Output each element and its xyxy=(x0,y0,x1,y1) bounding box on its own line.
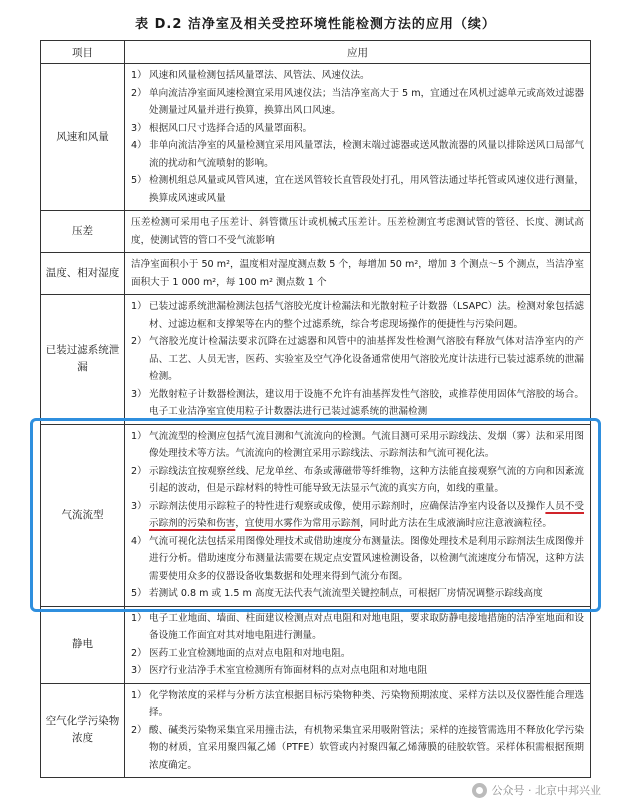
item-number: 1） xyxy=(131,70,147,81)
table-row xyxy=(41,295,591,425)
item-number: 5） xyxy=(131,175,147,186)
table-row xyxy=(41,253,591,295)
list-item xyxy=(131,610,584,645)
row-content xyxy=(125,606,591,683)
row-category: 压差 xyxy=(41,211,125,253)
row-text: 洁净室面积小于 50 m²，温度相对湿度测点数 5 个，每增加 50 m²，增加 3 个测点～5 个测点，当洁净室面积大于 1 000 m²，每 100 m² 测点数 1 个 xyxy=(131,259,584,288)
row-content xyxy=(125,424,591,606)
list-item xyxy=(131,498,584,533)
item-number: 3） xyxy=(131,500,147,512)
item-text: 电子工业地面、墙面、柱面建议检测点对点电阻和对地电阻，要求取防静电接地措施的洁净室地面和设备设施工作面宜对其对地电阻进行测量。 xyxy=(149,612,584,641)
underlined-text: 人员不受示踪剂的污染和伤害 xyxy=(149,500,585,529)
wechat-icon xyxy=(472,783,487,798)
table-row xyxy=(41,64,591,211)
item-text xyxy=(149,498,584,533)
row-category: 已装过滤系统泄漏 xyxy=(41,295,125,425)
item-text: 检测机组总风量或风管风速，宜在送风管较长直管段处打孔，用风管法通过毕托管或风速仪进行测量，换算成风速或风量 xyxy=(149,175,584,204)
row-content xyxy=(125,64,591,211)
row-content xyxy=(125,683,591,778)
table-header-row xyxy=(41,41,591,64)
list-item xyxy=(131,386,584,421)
item-text: 化学物浓度的采样与分析方法宜根据目标污染物种类、污染物预期浓度、采样方法以及仪器性能合理选择。 xyxy=(149,689,584,718)
item-number: 3） xyxy=(131,665,147,676)
list-item xyxy=(131,463,584,498)
underlined-text: 宜使用水雾作为常用示踪剂 xyxy=(244,518,361,529)
item-number: 4） xyxy=(131,140,147,151)
item-text: 光散射粒子计数器检测法，建议用于设施不允许有油基挥发性气溶胶，或推荐使用固体气溶胶的场合。电子工业洁净室宜使用粒子计数器法进行已装过滤系统的泄漏检测 xyxy=(149,388,584,417)
item-number: 2） xyxy=(131,87,147,99)
list-item xyxy=(131,645,584,663)
item-number: 3） xyxy=(131,388,147,400)
list-item xyxy=(131,662,584,680)
list-item xyxy=(131,67,584,85)
row-category: 气流流型 xyxy=(41,424,125,606)
item-text: 风速和风量检测包括风量罩法、风管法、风速仪法。 xyxy=(149,70,370,81)
item-text: 医药工业宜检测地面的点对点电阻和对地电阻。 xyxy=(149,647,351,659)
item-text: 非单向流洁净室的风量检测宜采用风量罩法，检测末端过滤器或送风散流器的风量以排除送风口局部气流的扰动和气流喷射的影响。 xyxy=(149,140,584,169)
text-segment: ， xyxy=(235,518,245,529)
list-item xyxy=(131,172,584,207)
list-item xyxy=(131,298,584,333)
row-content xyxy=(125,295,591,425)
row-category: 风速和风量 xyxy=(41,64,125,211)
header-application: 应用 xyxy=(125,41,591,64)
item-text: 医疗行业洁净手术室宜检测所有饰面材料的点对点电阻和对地电阻 xyxy=(149,665,428,676)
item-number: 5） xyxy=(131,588,147,599)
item-number: 1） xyxy=(131,612,147,624)
list-item xyxy=(131,585,584,603)
table-row xyxy=(41,683,591,778)
list-item xyxy=(131,722,584,775)
item-number: 2） xyxy=(131,647,147,659)
table-row-highlighted xyxy=(41,424,591,606)
row-category: 温度、相对湿度 xyxy=(41,253,125,295)
item-text: 气流流型的检测应包括气流目测和气流流向的检测。气流目测可采用示踪线法、发烟（雾）法和采用图像处理技术等方法。气流流向的检测宜采用示踪线法、示踪剂法和气流可视化法。 xyxy=(149,430,584,459)
item-number: 2） xyxy=(131,465,147,477)
row-text: 压差检测可采用电子压差计、斜管微压计或机械式压差计。压差检测宜考虑测试管的管径、长度、测试高度，使测试管的管口不受气流影响 xyxy=(131,217,584,246)
item-number: 2） xyxy=(131,336,147,347)
item-text: 若测试 0.8 m 或 1.5 m 高度无法代表气流流型关键控制点，可根据厂房情况调整示踪线高度 xyxy=(149,588,543,599)
row-content xyxy=(125,211,591,253)
list-item xyxy=(131,120,584,138)
row-category: 空气化学污染物浓度 xyxy=(41,683,125,778)
item-number: 3） xyxy=(131,122,147,134)
table-title: 表 D.2 洁净室及相关受控环境性能检测方法的应用（续） xyxy=(135,17,496,32)
text-segment: 示踪剂法使用示踪粒子的特性进行观察或成像，使用示踪剂时，应确保洁净室内设备以及操作 xyxy=(149,500,546,512)
watermark xyxy=(472,782,602,798)
item-text: 示踪线法宜按观察丝线、尼龙单丝、布条或薄磁带等纤维物，这种方法能直接观察气流的方向和因紊流引起的波动，但是示踪材料的特性可能导致无法显示气流的真实方向，如线的重量。 xyxy=(149,465,584,494)
row-category: 静电 xyxy=(41,606,125,683)
list-item xyxy=(131,687,584,722)
row-content xyxy=(125,253,591,295)
item-text: 根据风口尺寸选择合适的风量罩面积。 xyxy=(149,122,313,134)
item-number: 2） xyxy=(131,724,147,736)
item-text: 单向流洁净室面风速检测宜采用风速仪法；当洁净室高大于 5 m，宜通过在风机过滤单元或高效过滤器处测量过风量并进行换算，换算出风口风速。 xyxy=(149,87,584,116)
item-text: 气流可视化法包括采用图像处理技术或借助速度分布测量法。图像处理技术是利用示踪剂法生成图像并进行分析。借助速度分布测量法需要在规定点安置风速检测设备，以检测气流速度分布情况，这种方法需要使用众多的仪器设备收集数据和处理来得到气流分布图。 xyxy=(149,535,584,582)
list-item xyxy=(131,333,584,386)
item-number: 4） xyxy=(131,535,147,547)
item-text: 气溶胶光度计检漏法要求沉降在过滤器和风管中的油基挥发性检测气溶胶有释放气体对洁净室内的产品、工艺、人员无害，医药、实验室及空气净化设备通常使用气溶胶光度计法进行已装过滤系统的泄漏检测。 xyxy=(149,336,584,382)
item-number: 1） xyxy=(131,430,147,442)
list-item xyxy=(131,533,584,586)
watermark-text: 公众号 · 北京中邦兴业 xyxy=(491,784,601,797)
list-item xyxy=(131,428,584,463)
item-text: 已装过滤系统泄漏检测法包括气溶胶光度计检漏法和光散射粒子计数器（LSAPC）法。检测对象包括滤材、过滤边框和支撑架等在内的整个过滤系统，综合考虑现场操作的便捷性与污染问题。 xyxy=(149,301,584,330)
list-item xyxy=(131,137,584,172)
table-row xyxy=(41,606,591,683)
list-item xyxy=(131,85,584,120)
item-number: 1） xyxy=(131,689,147,701)
text-segment: ，同时此方法在生成液滴时应注意液滴粒径。 xyxy=(360,518,552,529)
item-number: 1） xyxy=(131,301,147,312)
table-row xyxy=(41,211,591,253)
item-text: 酸、碱类污染物采集宜采用撞击法，有机物采集宜采用吸附管法；采样的连接管需选用不释放化学污染物的材质，宜采用聚四氟乙烯（PTFE）软管或内衬聚四氟乙烯薄膜的硅胶软管。采样体积需根据预期浓度确定。 xyxy=(149,724,584,771)
application-table xyxy=(40,40,591,778)
header-item: 项目 xyxy=(41,41,125,64)
